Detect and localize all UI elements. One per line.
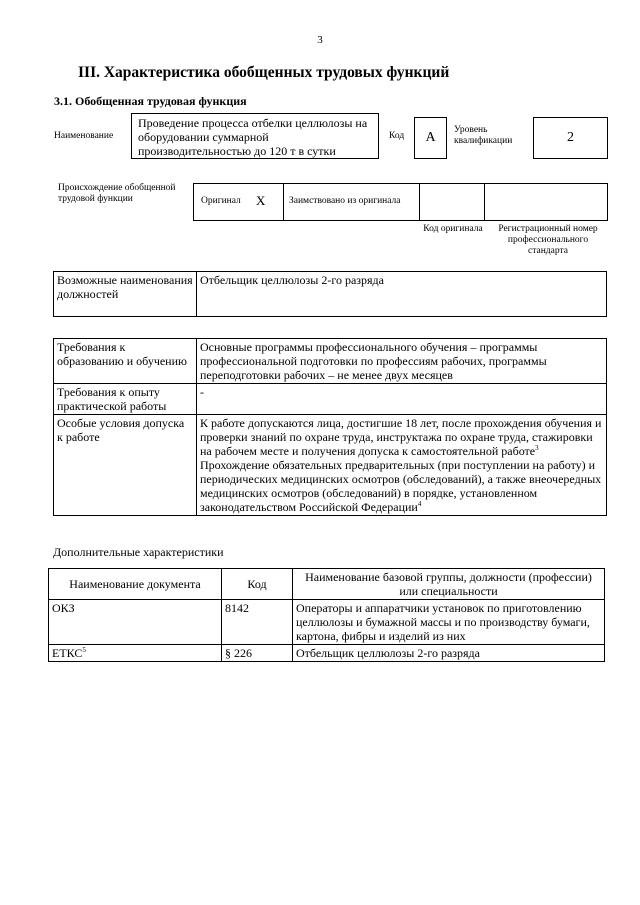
table-row	[49, 569, 605, 600]
code-label: Код	[389, 131, 405, 141]
row-doc	[49, 600, 222, 645]
row-doc-text: ЕТКС	[52, 646, 83, 660]
original-mark: X	[256, 193, 266, 208]
table-row	[49, 645, 605, 662]
admission-text-1: К работе допускаются лица, достигшие 18 лет, после прохождения обучения и проверки знаний по охране труда, инструктажа по охране труда, стажировки на рабочем месте и получения допуска к самостоятельной работе	[200, 416, 602, 458]
name-label: Наименование	[54, 131, 114, 141]
level-value: 2	[567, 130, 574, 145]
experience-text: -	[197, 384, 607, 415]
requirements-table	[53, 338, 607, 516]
table-row	[54, 339, 607, 384]
header-code: Код	[222, 569, 293, 600]
footnote-ref-5: 5	[82, 646, 86, 654]
row-code: § 226	[222, 645, 293, 662]
footnote-ref-3: 3	[535, 444, 539, 452]
footnote-ref-4: 4	[417, 500, 422, 508]
level-label: Уровень квалификации	[454, 125, 513, 146]
additional-table	[48, 568, 605, 662]
additional-title: Дополнительные характеристики	[53, 545, 224, 559]
subsection-title: 3.1. Обобщенная трудовая функция	[54, 94, 247, 108]
table-row	[54, 415, 607, 516]
row-doc-text: ОКЗ	[52, 601, 75, 615]
row-code: 8142	[222, 600, 293, 645]
row-name: Операторы и аппаратчики установок по приготовлению целлюлозы и бумажной массы и по производству бумаги, картона, фибры и изделий из них	[293, 600, 605, 645]
row-name: Отбельщик целлюлозы 2-го разряда	[293, 645, 605, 662]
admission-label: Особые условия допуска к работе	[54, 415, 197, 516]
experience-label: Требования к опыту практической работы	[54, 384, 197, 415]
admission-text-2: Прохождение обязательных предварительных (при поступлении на работу) и периодических медицинских осмотров (обследований), а также внеочередных медицинских осмотров (обследований) в порядке, установленном законодательством Российской Федерации	[200, 458, 602, 514]
borrowed-label: Заимствовано из оригинала	[289, 196, 401, 206]
original-label: Оригинал	[201, 196, 241, 206]
table-row	[49, 600, 605, 645]
education-text: Основные программы профессионального обучения – программы профессиональной подготовки по профессиям рабочих, программы переподготовки рабочих – не менее двух месяцев	[197, 339, 607, 384]
page-number: 3	[317, 34, 323, 46]
education-label: Требования к образованию и обучению	[54, 339, 197, 384]
origin-divider-2	[419, 183, 420, 221]
origin-divider-3	[484, 183, 485, 221]
admission-text	[197, 415, 607, 516]
positions-value: Отбельщик целлюлозы 2-го разряда	[197, 272, 607, 317]
section-title: III. Характеристика обобщенных трудовых функций	[78, 64, 450, 81]
code-value-box	[414, 117, 447, 159]
positions-table	[53, 271, 607, 317]
level-value-box	[533, 117, 608, 159]
header-name: Наименование базовой группы, должности (профессии) или специальности	[293, 569, 605, 600]
name-value: Проведение процесса отбелки целлюлозы на оборудовании суммарной производительностью до 120 т в сутки	[138, 116, 368, 158]
origin-divider-1	[283, 183, 284, 221]
code-original-caption: Код оригинала	[423, 224, 483, 234]
reg-number-caption: Регистрационный номер профессионального стандарта	[498, 224, 598, 256]
table-row	[54, 384, 607, 415]
origin-label: Происхождение обобщенной трудовой функции	[58, 183, 176, 204]
header-doc: Наименование документа	[49, 569, 222, 600]
table-row	[54, 272, 607, 317]
code-value: A	[425, 130, 436, 145]
row-doc	[49, 645, 222, 662]
name-value-box	[131, 113, 379, 159]
positions-label: Возможные наименования должностей	[54, 272, 197, 317]
